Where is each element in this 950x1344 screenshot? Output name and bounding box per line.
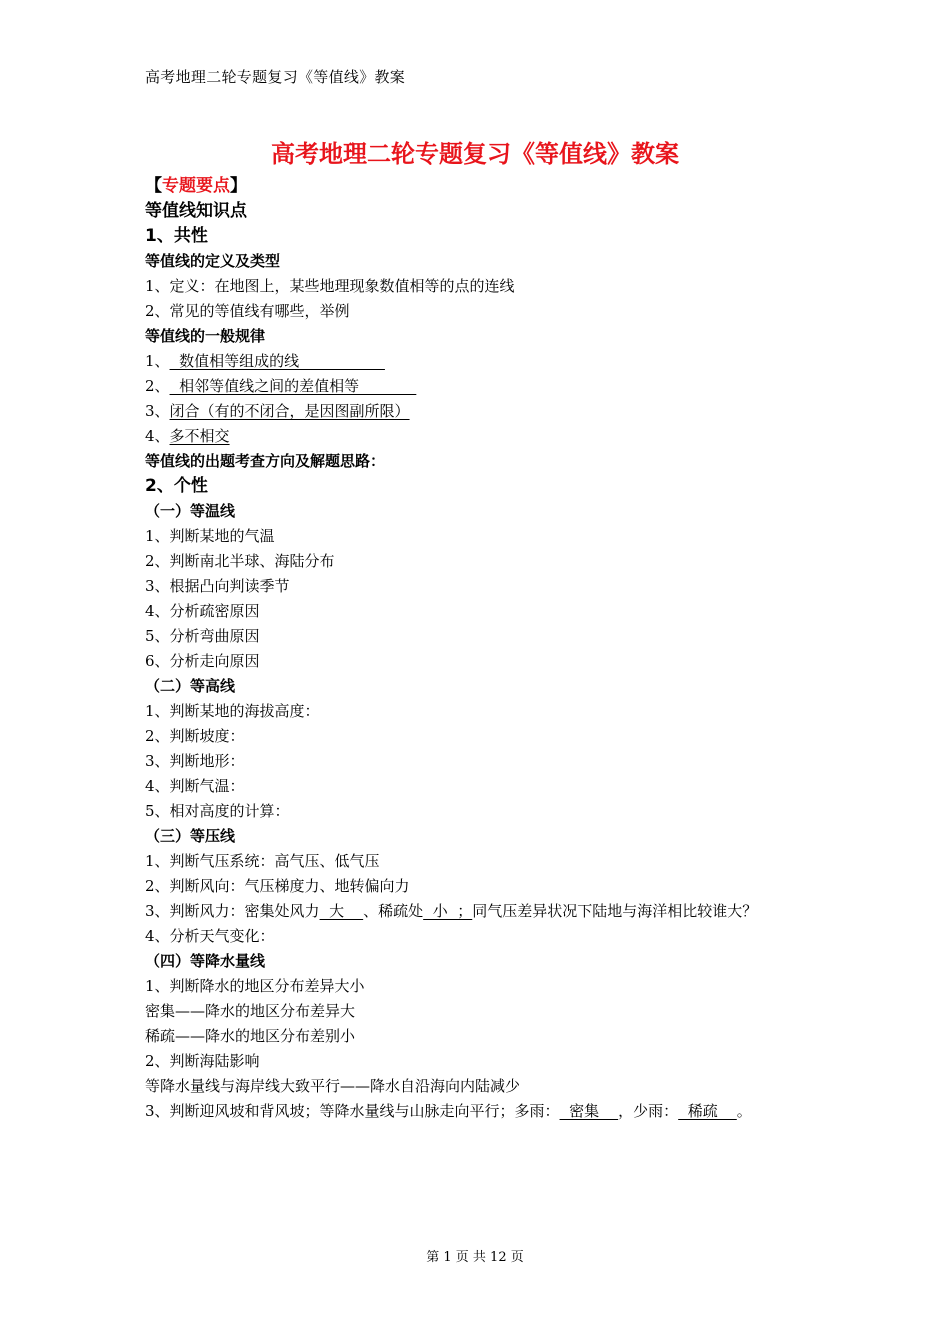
rule-3: 3、闭合（有的不闭合，是因图副所限） (145, 402, 410, 420)
rule-4-text: 多不相交 (169, 427, 230, 445)
contour-item: 3、判断地形： (145, 752, 245, 770)
contour-item: 5、相对高度的计算： (145, 802, 290, 820)
contour-heading: （二）等高线 (145, 677, 236, 695)
subheading-definition: 等值线的定义及类型 (145, 252, 281, 270)
definition-line-1: 1、定义：在地图上，某些地理现象数值相等的点的连线 (145, 277, 515, 295)
rule-2: 2、 相邻等值线之间的差值相等 (145, 377, 417, 395)
contour-item: 4、判断气温： (145, 777, 245, 795)
rule-1: 1、 数值相等组成的线 (145, 352, 385, 370)
document-body (145, 174, 845, 1124)
isotherm-item: 1、判断某地的气温 (145, 527, 275, 545)
section-label (145, 174, 845, 199)
heading-common: 1、共性 (145, 226, 208, 246)
isotherm-item: 2、判断南北半球、海陆分布 (145, 552, 335, 570)
page-footer: 第 1 页 共 12 页 (426, 1250, 524, 1265)
rule-1-text: 数值相等组成的线 (169, 352, 385, 370)
document-title: 高考地理二轮专题复习《等值线》教案 (271, 140, 679, 168)
heading-knowledge: 等值线知识点 (145, 201, 247, 221)
definition-line-2: 2、常见的等值线有哪些，举例 (145, 302, 350, 320)
isotherm-item: 3、根据凸向判读季节 (145, 577, 290, 595)
bracket-open: 【 (145, 176, 162, 196)
heading-individual: 2、个性 (145, 476, 208, 496)
bracket-close: 】 (230, 176, 247, 196)
precip-parallel: 等降水量线与海岸线大致平行——降水自沿海向内陆减少 (145, 1077, 521, 1095)
isobar-item-4: 4、分析天气变化： (145, 927, 275, 945)
contour-item: 1、判断某地的海拔高度： (145, 702, 320, 720)
isotherm-heading: （一）等温线 (145, 502, 236, 520)
precip-item-3: 3、判断迎风坡和背风坡；等降水量线与山脉走向平行；多雨： 密集 ，少雨： 稀疏 。 (145, 1102, 752, 1120)
isotherm-item: 4、分析疏密原因 (145, 602, 260, 620)
isobar-heading: （三）等压线 (145, 827, 236, 845)
blank-weak: 小 ； (423, 902, 473, 920)
blank-dense: 密集 (559, 1102, 619, 1120)
blank-strong: 大 (319, 902, 364, 920)
blank-sparse: 稀疏 (678, 1102, 737, 1120)
precip-sparse: 稀疏——降水的地区分布差别小 (145, 1027, 356, 1045)
isobar-item-3: 3、判断风力：密集处风力 大 、稀疏处 小 ；同气压差异状况下陆地与海洋相比较谁大？ (145, 902, 758, 920)
subheading-rules: 等值线的一般规律 (145, 327, 266, 345)
running-header: 高考地理二轮专题复习《等值线》教案 (145, 68, 406, 86)
isobar-item-1: 1、判断气压系统：高气压、低气压 (145, 852, 380, 870)
rule-4: 4、多不相交 (145, 427, 230, 445)
rule-3-text: 闭合（有的不闭合，是因图副所限） (169, 402, 410, 420)
precip-item-1: 1、判断降水的地区分布差异大小 (145, 977, 365, 995)
isobar-item-2: 2、判断风向：气压梯度力、地转偏向力 (145, 877, 410, 895)
precip-item-2: 2、判断海陆影响 (145, 1052, 260, 1070)
subheading-exam: 等值线的出题考查方向及解题思路： (145, 452, 386, 470)
isotherm-item: 6、分析走向原因 (145, 652, 260, 670)
precip-heading: （四）等降水量线 (145, 952, 266, 970)
rule-2-text: 相邻等值线之间的差值相等 (169, 377, 417, 395)
section-label-text: 专题要点 (162, 176, 230, 196)
precip-dense: 密集——降水的地区分布差异大 (145, 1002, 356, 1020)
isotherm-item: 5、分析弯曲原因 (145, 627, 260, 645)
contour-item: 2、判断坡度： (145, 727, 245, 745)
